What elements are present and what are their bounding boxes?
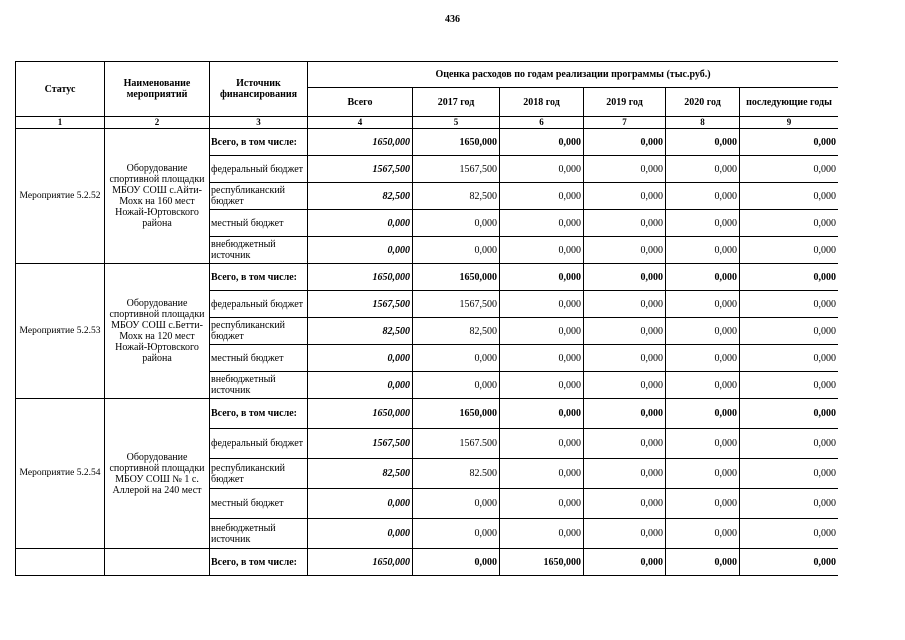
activity-name-cell: Оборудование спортивной площадки МБОУ СОШ с.Айти-Мохк на 160 мест Ножай-Юртовского района [105,129,210,264]
amount-cell: 0,000 [740,183,839,210]
amount-cell: 0,000 [740,459,839,489]
amount-cell: 0,000 [500,429,584,459]
funding-source-cell: местный бюджет [210,489,308,519]
amount-cell: 0,000 [500,156,584,183]
amount-cell: 1567,500 [308,156,413,183]
amount-cell: 0,000 [740,372,839,399]
amount-cell: 0,000 [584,237,666,264]
activity-name-cell [105,549,210,576]
amount-cell: 0,000 [413,549,500,576]
amount-cell: 1567.500 [413,429,500,459]
amount-cell: 0,000 [308,345,413,372]
funding-source-cell: федеральный бюджет [210,156,308,183]
amount-cell: 0,000 [740,549,839,576]
amount-cell: 0,000 [666,318,740,345]
activity-name-cell: Оборудование спортивной площадки МБОУ СОШ с.Бетти-Мохк на 120 мест Ножай-Юртовского района [105,264,210,399]
amount-cell: 82,500 [413,183,500,210]
funding-source-cell: республиканский бюджет [210,459,308,489]
amount-cell: 0,000 [666,549,740,576]
amount-cell: 0,000 [584,489,666,519]
amount-cell: 0,000 [666,489,740,519]
amount-cell: 0,000 [666,129,740,156]
amount-cell: 0,000 [500,183,584,210]
amount-cell: 1650,000 [308,399,413,429]
amount-cell: 82,500 [413,318,500,345]
amount-cell: 0,000 [500,372,584,399]
col-number: 3 [210,117,308,129]
funding-source-cell: Всего, в том числе: [210,549,308,576]
amount-cell: 0,000 [584,129,666,156]
amount-cell: 0,000 [413,210,500,237]
col-source-header: Источник финансирования [210,62,308,117]
funding-source-cell: местный бюджет [210,210,308,237]
table-body [16,129,839,576]
amount-cell: 82,500 [308,459,413,489]
amount-cell: 0,000 [740,519,839,549]
amount-cell: 0,000 [740,345,839,372]
amount-cell: 0,000 [500,519,584,549]
amount-cell: 0,000 [666,399,740,429]
amount-cell: 0,000 [740,318,839,345]
table-row [16,399,839,429]
amount-cell: 0,000 [500,129,584,156]
amount-cell: 0,000 [584,519,666,549]
amount-cell: 0,000 [666,459,740,489]
amount-cell: 0,000 [666,291,740,318]
col-2017-header: 2017 год [413,88,500,117]
col-2020-header: 2020 год [666,88,740,117]
col-number: 8 [666,117,740,129]
amount-cell: 0,000 [584,459,666,489]
table-row [16,264,839,291]
amount-cell: 0,000 [584,345,666,372]
amount-cell: 0,000 [740,129,839,156]
amount-cell: 0,000 [500,291,584,318]
amount-cell: 0,000 [500,318,584,345]
amount-cell: 0,000 [500,237,584,264]
budget-table [15,61,838,576]
table-row [16,549,839,576]
amount-cell: 0,000 [413,372,500,399]
amount-cell: 0,000 [666,372,740,399]
amount-cell: 0,000 [584,264,666,291]
page-number: 436 [445,14,460,25]
col-number: 1 [16,117,105,129]
amount-cell: 1650,000 [413,399,500,429]
amount-cell: 1650,000 [308,549,413,576]
amount-cell: 0,000 [740,210,839,237]
amount-cell: 0,000 [666,519,740,549]
amount-cell: 0,000 [308,210,413,237]
col-number: 7 [584,117,666,129]
amount-cell: 0,000 [666,264,740,291]
amount-cell: 0,000 [666,429,740,459]
amount-cell: 0,000 [584,156,666,183]
amount-cell: 0,000 [584,372,666,399]
col-2018-header: 2018 год [500,88,584,117]
funding-source-cell: внебюджетный источник [210,519,308,549]
amount-cell: 0,000 [740,489,839,519]
amount-cell: 1567,500 [413,291,500,318]
amount-cell: 0,000 [500,345,584,372]
table-header [16,62,839,129]
amount-cell: 0,000 [584,183,666,210]
funding-source-cell: внебюджетный источник [210,372,308,399]
col-estimate-header: Оценка расходов по годам реализации программы (тыс.руб.) [308,62,839,88]
amount-cell: 0,000 [666,345,740,372]
amount-cell: 0,000 [740,156,839,183]
amount-cell: 0,000 [413,489,500,519]
amount-cell: 0,000 [740,264,839,291]
amount-cell: 0,000 [500,399,584,429]
funding-source-cell: федеральный бюджет [210,291,308,318]
amount-cell: 0,000 [584,429,666,459]
amount-cell: 0,000 [740,399,839,429]
col-total-header: Всего [308,88,413,117]
amount-cell: 1650,000 [413,264,500,291]
amount-cell: 1567,500 [308,429,413,459]
amount-cell: 1650,000 [413,129,500,156]
amount-cell: 0,000 [308,519,413,549]
amount-cell: 1567,500 [308,291,413,318]
amount-cell: 1567,500 [413,156,500,183]
funding-source-cell: Всего, в том числе: [210,129,308,156]
table-row [16,129,839,156]
amount-cell: 1650,000 [308,264,413,291]
amount-cell: 82,500 [308,183,413,210]
amount-cell: 0,000 [413,519,500,549]
funding-source-cell: местный бюджет [210,345,308,372]
budget-table-container [15,61,838,590]
funding-source-cell: федеральный бюджет [210,429,308,459]
amount-cell: 0,000 [584,399,666,429]
amount-cell: 0,000 [666,210,740,237]
amount-cell: 0,000 [584,210,666,237]
amount-cell: 0,000 [740,429,839,459]
status-cell: Мероприятие 5.2.54 [16,399,105,549]
status-cell: Мероприятие 5.2.53 [16,264,105,399]
amount-cell: 0,000 [584,549,666,576]
amount-cell: 0,000 [500,459,584,489]
funding-source-cell: Всего, в том числе: [210,264,308,291]
amount-cell: 0,000 [740,237,839,264]
amount-cell: 0,000 [500,264,584,291]
amount-cell: 0,000 [584,291,666,318]
amount-cell: 0,000 [666,237,740,264]
col-name-header: Наименование мероприятий [105,62,210,117]
funding-source-cell: республиканский бюджет [210,183,308,210]
col-status-header: Статус [16,62,105,117]
col-number: 4 [308,117,413,129]
amount-cell: 1650,000 [308,129,413,156]
col-later-header: последующие годы [740,88,839,117]
status-cell: Мероприятие 5.2.52 [16,129,105,264]
amount-cell: 0,000 [413,237,500,264]
amount-cell: 0,000 [740,291,839,318]
amount-cell: 0,000 [584,318,666,345]
amount-cell: 1650,000 [500,549,584,576]
amount-cell: 0,000 [666,183,740,210]
amount-cell: 0,000 [308,237,413,264]
amount-cell: 0,000 [308,489,413,519]
col-number: 2 [105,117,210,129]
col-number: 5 [413,117,500,129]
status-cell [16,549,105,576]
amount-cell: 82,500 [308,318,413,345]
col-2019-header: 2019 год [584,88,666,117]
amount-cell: 0,000 [666,156,740,183]
amount-cell: 0,000 [500,210,584,237]
amount-cell: 0,000 [413,345,500,372]
funding-source-cell: внебюджетный источник [210,237,308,264]
amount-cell: 0,000 [500,489,584,519]
col-number: 6 [500,117,584,129]
amount-cell: 82.500 [413,459,500,489]
amount-cell: 0,000 [308,372,413,399]
funding-source-cell: республиканский бюджет [210,318,308,345]
activity-name-cell: Оборудование спортивной площадки МБОУ СОШ № 1 с. Аллерой на 240 мест [105,399,210,549]
funding-source-cell: Всего, в том числе: [210,399,308,429]
col-number: 9 [740,117,839,129]
